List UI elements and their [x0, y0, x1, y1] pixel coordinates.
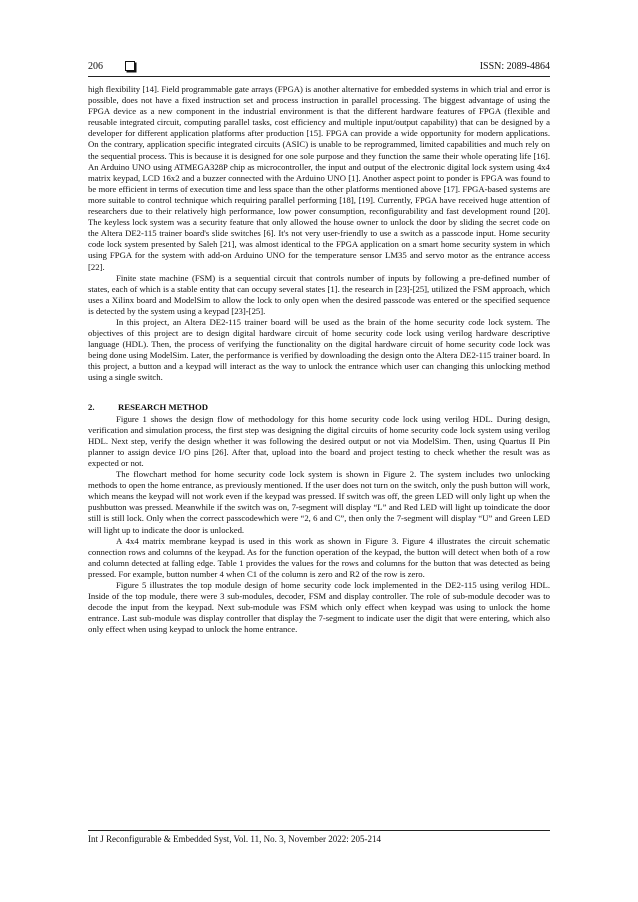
- paragraph-intro-3: In this project, an Altera DE2-115 trainer board will be used as the brain of the home security code lock system. The objectives of this project are to design digital hardware circuit of home security code lock using verilog hardware descriptive language (HDL). Then, the process of verifying the functionality on the digital hardware circuit of home security code lock was being done using ModelSim. Later, the performance is verified by downloading the design onto the Altera DE2-115 trainer board. In this project, a button and a keypad will interact as the way to unlock the entrance which user can changing this unlocking method using a single switch.: [88, 316, 550, 383]
- header-left: [88, 61, 135, 72]
- journal-citation: Int J Reconfigurable & Embedded Syst, Vol. 11, No. 3, November 2022: 205-214: [88, 834, 382, 844]
- section-number: 2.: [88, 401, 95, 412]
- paragraph-method-1: Figure 1 shows the design flow of methodology for this home security code lock using verilog HDL. During design, verification and simulation process, the first step was designing the digital circuits of home security code lock system using verilog HDL. Next step, verify the design whether it was following the desired output or not via ModelSim. Then, using Quartus II Pin planner to assign device I/O pins [26]. After that, upload into the board and project testing to check whether the result was as expected or not.: [88, 413, 550, 468]
- paragraph-intro-1: high flexibility [14]. Field programmable gate arrays (FPGA) is another alternative for embedded systems in which trial and error is possible, does not have a fixed instruction set and process instruction in parallel processing. The biggest advantage of using the FPGA device as a new component in the industrial environment is that the different hardware features of FPGA (flexible and reusable integrated circuit, computing parallel tasks, cost efficiency and multiple input/output capability) that can be designed by a developer for different application platforms after production [15]. FPGA can provide a wide opportunity for modern applications. On the contrary, application specific integrated circuits (ASIC) is unable to be reprogrammed, limited capabilities and much rely on the sequential process. This is because it is designed for one sole purpose and they function the same their whole operating life [16]. An Arduino UNO using ATMEGA328P chip as microcontroller, the input and output of the electronic digital lock system using 4x4 matrix keypad, LCD 16x2 and a buzzer connected with the Arduino UNO [1]. Another aspect point to ponder is FPGA was found to be more efficient in terms of execution time and less space than the other platforms mentioned above [17]. FPGA-based systems are more suitable to control technique which requiring parallel performing [18], [19]. Currently, FPGA have received huge attention of researchers due to their relatively high performance, low power consumption, reconfigurability and fast development round [20]. The keyless lock system was a security feature that only allowed the house owner to unlock the door by sliding the secret code on the Altera DE2-115 trainer board's slide switches [6]. It's not very user-friendly to use a switch as a passcode input. Home security code lock system presented by Saleh [21], was almost identical to the FPGA application on a smart home security system in which using FPGA for the system with add-on Arduino UNO for the temperature sensor LM35 and servo motor as the entrance access [22].: [88, 84, 550, 272]
- issn-label: ISSN: 2089-4864: [479, 60, 550, 72]
- paragraph-method-4: Figure 5 illustrates the top module design of home security code lock implemented in the DE2-115 using verilog HDL. Inside of the top module, there were 3 sub-modules, decoder, FSM and display controller. The role of sub-module decoder was to decode the input from the keypad. Next sub-module was FSM which only effect when keypad was using to unlock the home entrance. Last sub-module was display controller that display the 7-segment to indicate user the digit that were entering, which also only effect when using keypad to unlock the home entrance.: [88, 580, 550, 635]
- body-text: [88, 84, 550, 636]
- page-number: 206: [88, 60, 103, 72]
- square-box-icon: [125, 61, 135, 71]
- paragraph-method-3: A 4x4 matrix membrane keypad is used in this work as shown in Figure 3. Figure 4 illustrates the circuit schematic connection rows and columns of the keypad. As for the function operation of the keypad, the button will detect when both of a row and column detected at falling edge. Table 1 provides the values for the rows and columns for the button that was detected as being pressed. For example, button number 4 when C1 of the column is zero and R2 of the row is zero.: [88, 535, 550, 579]
- section-title: RESEARCH METHOD: [118, 401, 209, 412]
- paragraph-intro-2: Finite state machine (FSM) is a sequential circuit that controls number of inputs by following a pre-defined number of states, each of which is a stable entity that can occupy several states [1]. the research in [23]-[25], utilized the FSM approach, which uses a Xilinx board and ModelSim to allow the lock to only open when the desired passcode was entered or the specified sequence is detected by the system using a keypad [23]-[25].: [88, 272, 550, 316]
- footer-divider: [88, 830, 550, 831]
- page-header: [88, 58, 550, 74]
- paragraph-method-2: The flowchart method for home security code lock system is shown in Figure 2. The system includes two unlocking methods to open the home entrance, as previously mentioned. If the user does not turn on the switch, only the push button will work, which means the keypad will not work even if the keypad was pressed. If switch was off, the green LED will only light up when the pushbutton was pressed. Meanwhile if the switch was on, 7-segment will display “L” and Red LED will light up toindicate the door still is still lock. Only when the correct passcodewhich were “2, 6 and C”, then only the 7-segment will display “U” and Green LED will light up to indicate the door is unlocked.: [88, 469, 550, 535]
- header-divider: [88, 76, 550, 77]
- section-heading: [88, 402, 550, 413]
